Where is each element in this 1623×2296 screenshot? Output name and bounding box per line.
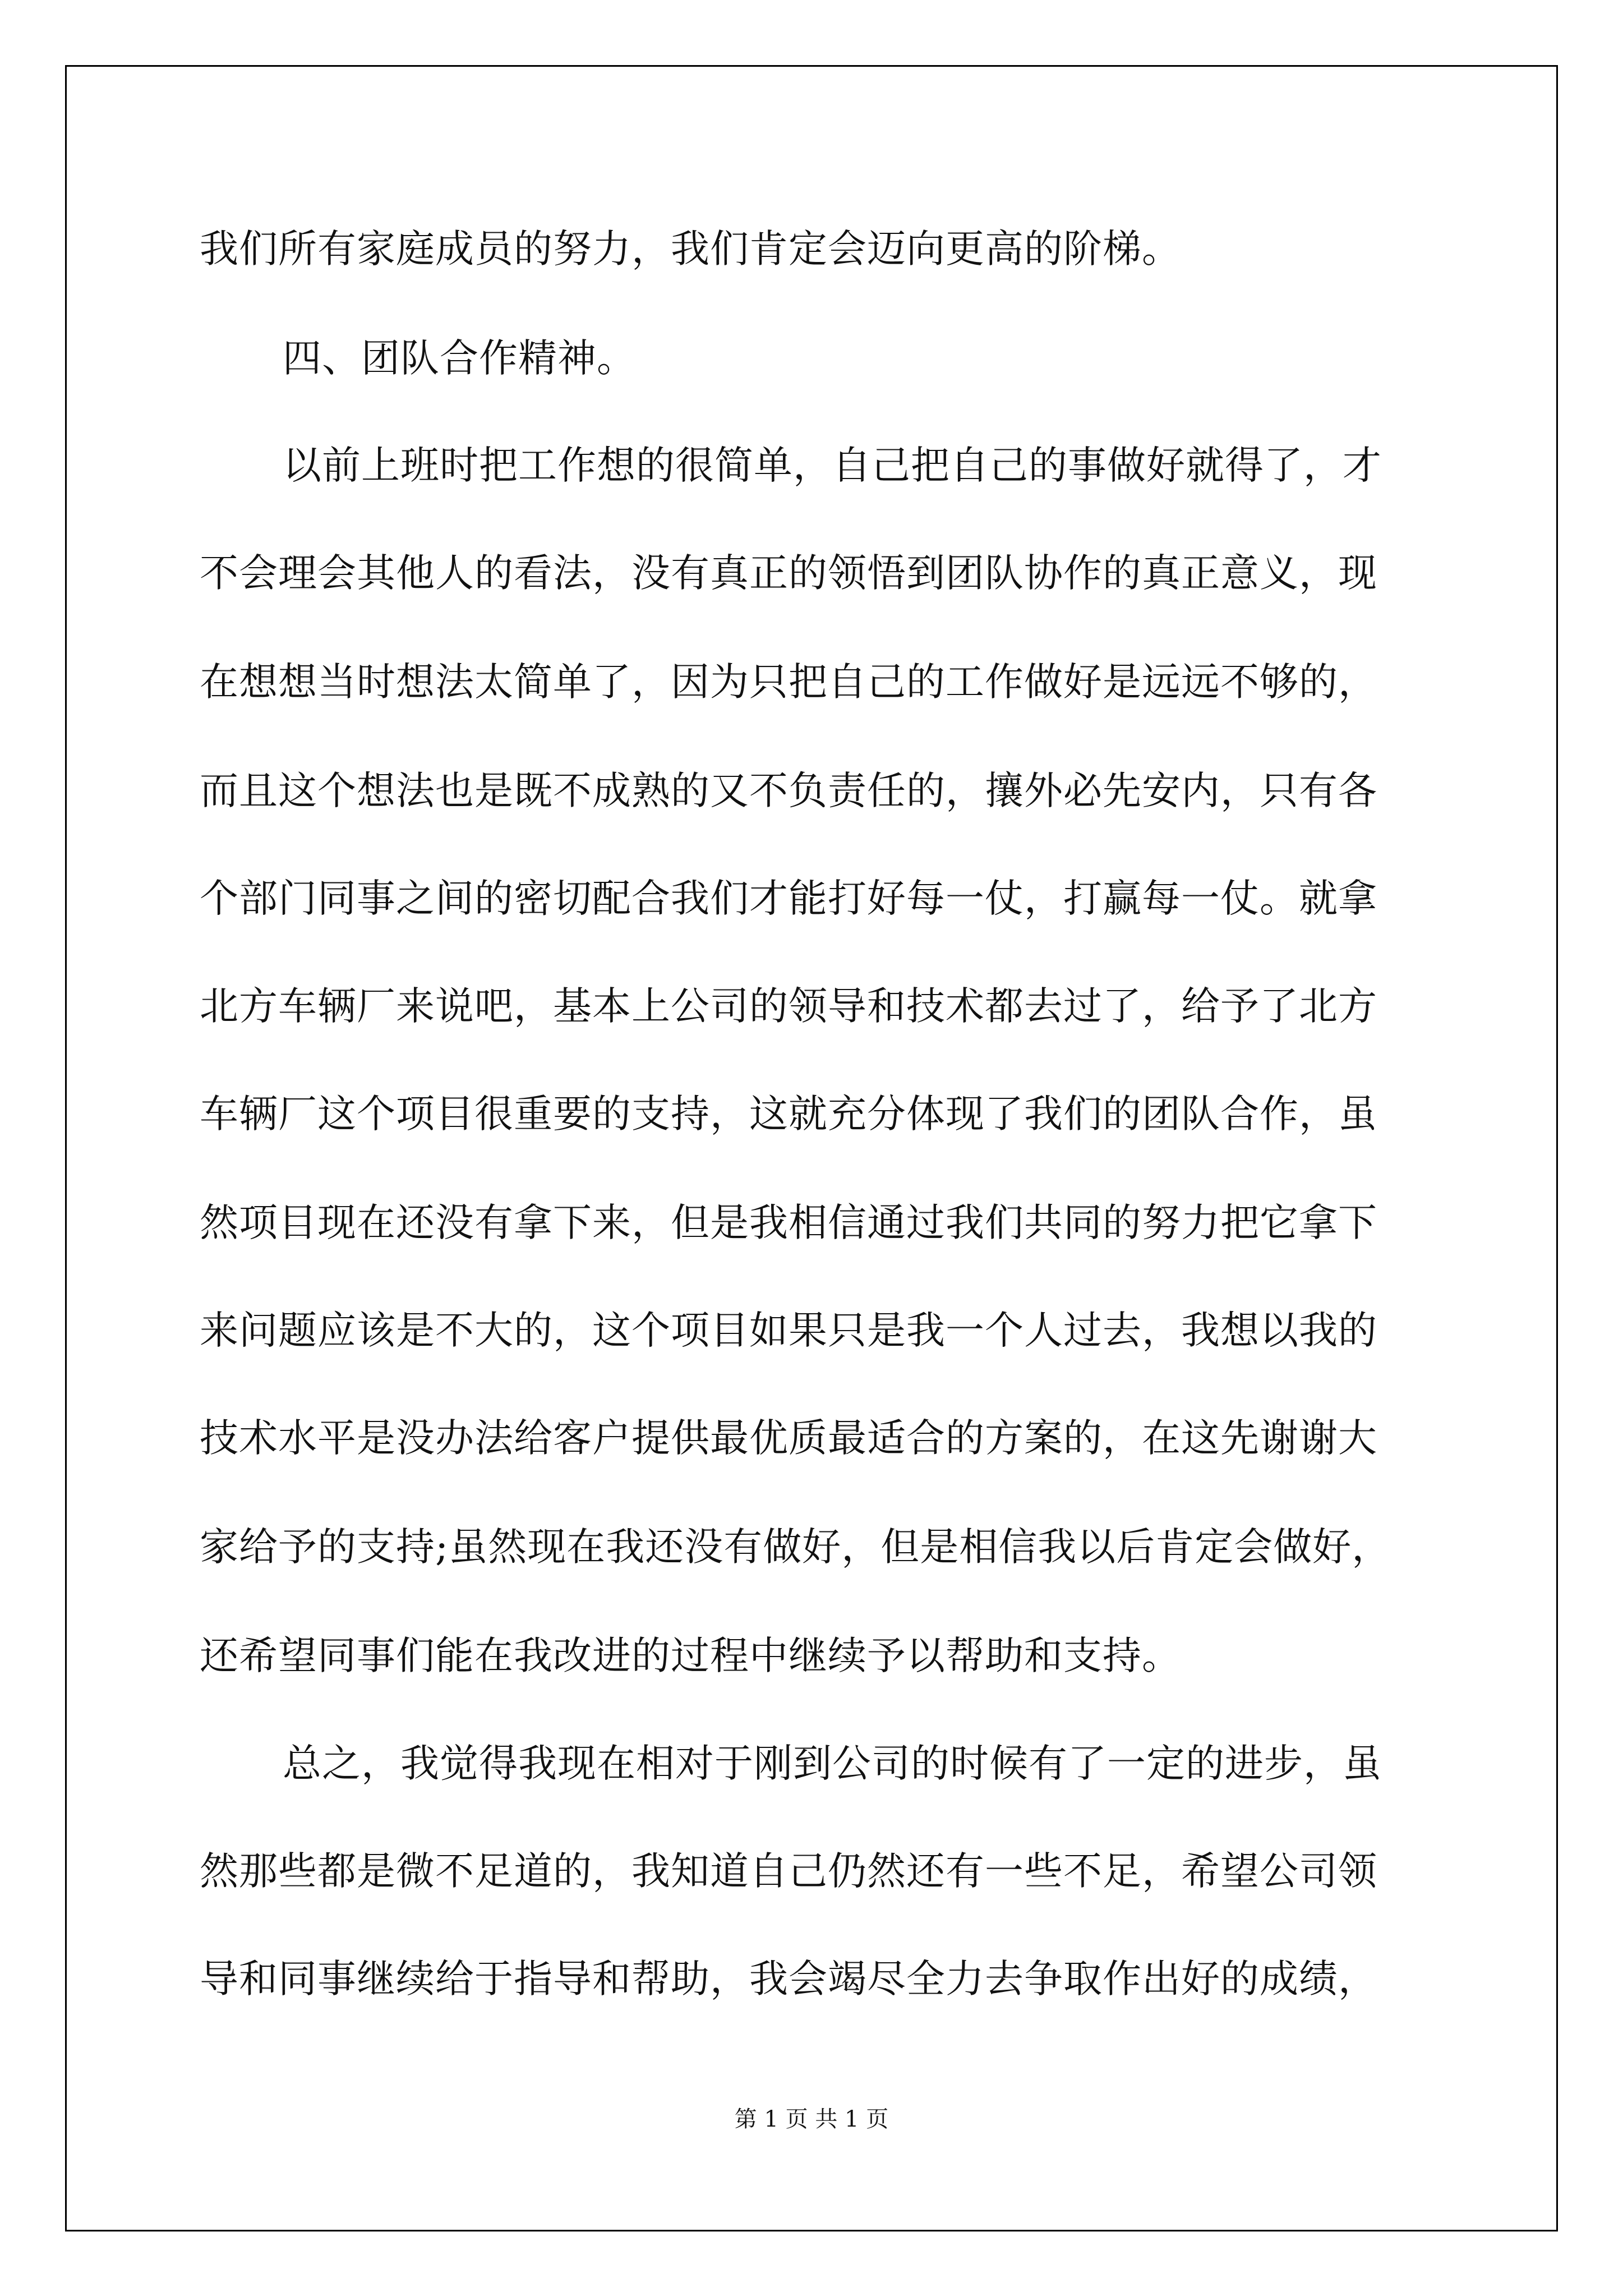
- text-line: 来问题应该是不大的，这个项目如果只是我一个人过去，我想以我的: [200, 1308, 1377, 1353]
- text-line: 我们所有家庭成员的努力，我们肯定会迈向更高的阶梯。: [200, 227, 1181, 272]
- text-line: 车辆厂这个项目很重要的支持，这就充分体现了我们的团队合作，虽: [200, 1092, 1377, 1137]
- text-line: 总之，我觉得我现在相对于刚到公司的时候有了一定的进步，虽: [283, 1741, 1382, 1786]
- text-line: 而且这个想法也是既不成熟的又不负责任的，攘外必先安内，只有各: [200, 769, 1377, 813]
- text-line: 还希望同事们能在我改进的过程中继续予以帮助和支持。: [200, 1634, 1181, 1678]
- text-line: 不会理会其他人的看法，没有真正的领悟到团队协作的真正意义，现: [200, 551, 1377, 596]
- text-line: 家给予的支持;虽然现在我还没有做好，但是相信我以后肯定会做好，: [200, 1525, 1391, 1570]
- text-line: 个部门同事之间的密切配合我们才能打好每一仗，打赢每一仗。就拿: [200, 876, 1377, 921]
- text-line: 导和同事继续给于指导和帮助，我会竭尽全力去争取作出好的成绩，: [200, 1957, 1377, 2001]
- text-line: 在想想当时想法太简单了，因为只把自己的工作做好是远远不够的，: [200, 660, 1377, 705]
- text-line: 以前上班时把工作想的很简单，自己把自己的事做好就得了，才: [283, 443, 1382, 488]
- text-line: 北方车辆厂来说吧，基本上公司的领导和技术都去过了，给予了北方: [200, 984, 1377, 1029]
- page-footer: 第 1 页 共 1 页: [734, 2106, 889, 2132]
- section-heading: 四、团队合作精神。: [283, 336, 636, 381]
- text-line: 然那些都是微不足道的，我知道自己仍然还有一些不足，希望公司领: [200, 1849, 1377, 1894]
- text-line: 技术水平是没办法给客户提供最优质最适合的方案的，在这先谢谢大: [200, 1416, 1377, 1461]
- text-line: 然项目现在还没有拿下来，但是我相信通过我们共同的努力把它拿下: [200, 1200, 1377, 1245]
